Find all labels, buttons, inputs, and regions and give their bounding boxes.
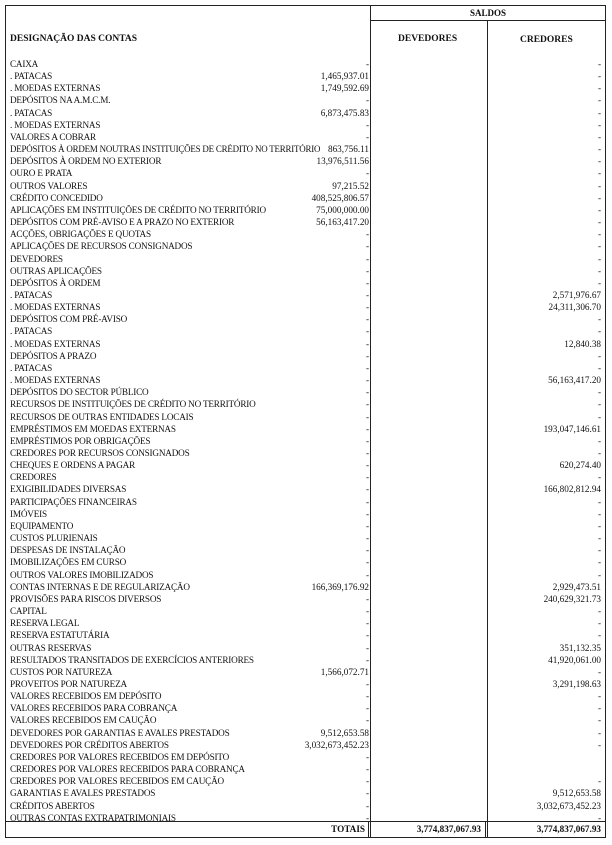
credores-value: - [597, 715, 601, 726]
table-row [6, 167, 605, 179]
table-row [6, 350, 605, 362]
account-name: . PATACAS [10, 362, 53, 373]
account-name: CREDORES POR VALORES RECEBIDOS EM DEPÓSITO [10, 751, 230, 762]
account-name: CREDORES POR VALORES RECEBIDOS PARA COBRANÇA [10, 764, 245, 775]
devedores-value: - [365, 387, 369, 398]
devedores-value: - [365, 119, 369, 130]
table-row [6, 325, 605, 337]
account-name: EQUIPAMENTO [10, 520, 74, 531]
devedores-value: - [365, 168, 369, 179]
account-name: RECURSOS DE OUTRAS ENTIDADES LOCAIS [10, 411, 194, 422]
table-row [6, 556, 605, 568]
credores-value: - [597, 119, 601, 130]
credores-value: - [597, 411, 601, 422]
account-name: RESULTADOS TRANSITADOS DE EXERCÍCIOS ANTERIORES [10, 654, 254, 665]
credores-value: - [597, 727, 601, 738]
devedores-value: - [365, 654, 369, 665]
devedores-value: - [365, 59, 369, 69]
account-name: VALORES A COBRAR [10, 131, 96, 142]
account-name: OUTRAS CONTAS EXTRAPATRIMONIAIS [10, 812, 176, 823]
account-name: CHEQUES E ORDENS A PAGAR [10, 460, 136, 471]
table-row [6, 532, 605, 544]
account-name: DEPÓSITOS À ORDEM [10, 277, 101, 288]
devedores-value: - [365, 703, 369, 714]
account-name: . MOEDAS EXTERNAS [10, 83, 101, 94]
table-row [6, 714, 605, 726]
devedores-value: 1,749,592.69 [320, 83, 369, 94]
account-name: CREDORES [10, 472, 57, 483]
credores-value: 9,512,653.58 [552, 788, 601, 799]
table-body [6, 58, 605, 824]
devedores-value: - [365, 545, 369, 556]
devedores-value: - [365, 715, 369, 726]
devedores-value: 13,976,511.56 [316, 156, 369, 167]
credores-value: 2,929,473.51 [552, 581, 601, 592]
account-name: EMPRÉSTIMOS POR OBRIGAÇÕES [10, 435, 151, 446]
account-name: CREDORES POR VALORES RECEBIDOS EM CAUÇÃO [10, 776, 224, 787]
devedores-value: 9,512,653.58 [320, 727, 369, 738]
devedores-value: - [365, 569, 369, 580]
table-row [6, 228, 605, 240]
table-row [6, 131, 605, 143]
table-row [6, 496, 605, 508]
credores-value: - [597, 812, 601, 823]
credores-value: 620,274.40 [559, 460, 601, 471]
table-row [6, 82, 605, 94]
devedores-value: 75,000,000.00 [316, 204, 369, 215]
table-row [6, 642, 605, 654]
table-row [6, 617, 605, 629]
table-row [6, 155, 605, 167]
devedores-value: - [365, 618, 369, 629]
devedores-value: - [365, 678, 369, 689]
table-row [6, 423, 605, 435]
table-row [6, 265, 605, 277]
account-name: OUTRAS APLICAÇÕES [10, 265, 102, 276]
credores-value: - [597, 399, 601, 410]
account-name: DEPÓSITOS À ORDEM NO EXTERIOR [10, 156, 162, 167]
table-row [6, 289, 605, 301]
designacao-header: DESIGNAÇÃO DAS CONTAS [10, 34, 138, 44]
account-name: VALORES RECEBIDOS PARA COBRANÇA [10, 703, 178, 714]
devedores-value: - [365, 399, 369, 410]
credores-value: - [597, 508, 601, 519]
table-row [6, 483, 605, 495]
credores-value: - [597, 265, 601, 276]
table-row [6, 666, 605, 678]
credores-value: - [597, 435, 601, 446]
credores-value: 193,047,146.61 [543, 423, 601, 434]
credores-value: - [597, 666, 601, 677]
devedores-value: - [365, 460, 369, 471]
account-name: VALORES RECEBIDOS EM DEPÓSITO [10, 691, 162, 702]
account-name: CRÉDITOS ABERTOS [10, 800, 95, 811]
table-row [6, 739, 605, 751]
devedores-value: 97,215.52 [332, 180, 369, 191]
devedores-value: - [365, 496, 369, 507]
account-name: CAIXA [10, 59, 39, 69]
devedores-value: - [365, 423, 369, 434]
account-name: DEPÓSITOS COM PRÉ-AVISO E A PRAZO NO EXTERIOR [10, 217, 235, 228]
table-row [6, 751, 605, 763]
account-name: OUTRAS RESERVAS [10, 642, 92, 653]
table-row [6, 386, 605, 398]
credores-value: - [597, 739, 601, 750]
table-row [6, 702, 605, 714]
devedores-value: 6,873,475.83 [320, 107, 369, 118]
account-name: . PATACAS [10, 107, 53, 118]
credores-value: - [597, 192, 601, 203]
devedores-value: 1,465,937.01 [320, 71, 369, 82]
account-name: OUTROS VALORES [10, 180, 88, 191]
table-row [6, 629, 605, 641]
account-name: PROVEITOS POR NATUREZA [10, 678, 127, 689]
table-row [6, 775, 605, 787]
account-name: . PATACAS [10, 326, 53, 337]
totals-label: TOTAIS [331, 824, 365, 834]
account-name: APLICAÇÕES EM INSTITUIÇÕES DE CRÉDITO NO TERRITÓRIO [10, 204, 266, 215]
table-row [6, 119, 605, 131]
credores-value: - [597, 168, 601, 179]
credores-value: - [597, 131, 601, 142]
account-name: RESERVA LEGAL [10, 618, 80, 629]
table-row [6, 690, 605, 702]
devedores-value: - [365, 642, 369, 653]
devedores-value: - [365, 411, 369, 422]
table-row [6, 313, 605, 325]
table-row [6, 520, 605, 532]
credores-value: - [597, 83, 601, 94]
credores-header: CREDORES [520, 35, 573, 45]
table-row [6, 787, 605, 799]
account-name: DEPÓSITOS DO SECTOR PÚBLICO [10, 387, 149, 398]
credores-value: - [597, 229, 601, 240]
table-row [6, 411, 605, 423]
table-row [6, 678, 605, 690]
devedores-value: - [365, 302, 369, 313]
account-name: CUSTOS POR NATUREZA [10, 666, 113, 677]
table-row [6, 763, 605, 775]
credores-value: - [597, 630, 601, 641]
account-name: CAPITAL [10, 606, 47, 617]
table-row [6, 204, 605, 216]
credores-value: 2,571,976.67 [552, 289, 601, 300]
table-row [6, 654, 605, 666]
account-name: RESERVA ESTATUTÁRIA [10, 630, 110, 641]
credores-value: - [597, 606, 601, 617]
devedores-value: - [365, 508, 369, 519]
credores-value: - [597, 253, 601, 264]
table-row [6, 398, 605, 410]
account-name: EMPRÉSTIMOS EM MOEDAS EXTERNAS [10, 423, 176, 434]
credores-value: - [597, 326, 601, 337]
credores-value: - [597, 533, 601, 544]
devedores-value: - [365, 362, 369, 373]
table-row [6, 374, 605, 386]
account-name: . MOEDAS EXTERNAS [10, 302, 101, 313]
account-name: CRÉDITO CONCEDIDO [10, 192, 103, 203]
table-row [6, 362, 605, 374]
table-row [6, 338, 605, 350]
credores-value: - [597, 241, 601, 252]
table-row [6, 143, 605, 155]
column-divider [368, 822, 369, 837]
devedores-value: - [365, 557, 369, 568]
table-row [6, 569, 605, 581]
devedores-value: 863,756.11 [327, 144, 369, 155]
devedores-value: - [365, 630, 369, 641]
credores-value: - [597, 107, 601, 118]
credores-value: 3,291,198.63 [552, 678, 601, 689]
devedores-value: - [365, 277, 369, 288]
credores-value: - [597, 204, 601, 215]
credores-value: - [597, 448, 601, 458]
devedores-value: 3,032,673,452.23 [304, 739, 369, 750]
account-name: . MOEDAS EXTERNAS [10, 375, 101, 386]
devedores-value: - [365, 314, 369, 325]
credores-value: - [597, 618, 601, 629]
devedores-value: - [365, 131, 369, 142]
account-name: . PATACAS [10, 71, 53, 82]
devedores-value: - [365, 788, 369, 799]
credores-value: - [597, 144, 601, 155]
credores-value: 351,132.35 [559, 642, 601, 653]
devedores-value: - [365, 606, 369, 617]
credores-value: - [597, 520, 601, 531]
credores-value: 41,920,061.00 [548, 654, 601, 665]
table-row [6, 544, 605, 556]
account-name: RECURSOS DE INSTITUIÇÕES DE CRÉDITO NO TERRITÓRIO [10, 399, 256, 410]
devedores-value: - [365, 484, 369, 495]
credores-value: - [597, 703, 601, 714]
table-row [6, 180, 605, 192]
account-name: DEVEDORES [10, 253, 63, 264]
credores-value: - [597, 217, 601, 228]
account-name: OUTROS VALORES IMOBILIZADOS [10, 569, 154, 580]
account-name: GARANTIAS E AVALES PRESTADOS [10, 788, 156, 799]
account-name: OURO E PRATA [10, 168, 73, 179]
devedores-value: - [365, 435, 369, 446]
balance-table [5, 5, 606, 838]
devedores-value: - [365, 338, 369, 349]
devedores-value: - [365, 764, 369, 775]
credores-value: - [597, 387, 601, 398]
account-name: DEPÓSITOS À ORDEM NOUTRAS INSTITUIÇÕES DE CRÉDITO NO TERRITÓRIO [10, 144, 321, 155]
devedores-value: - [365, 533, 369, 544]
devedores-value: - [365, 776, 369, 787]
table-row [6, 94, 605, 106]
devedores-value: 56,163,417.20 [316, 217, 369, 228]
devedores-value: - [365, 326, 369, 337]
account-name: CUSTOS PLURIENAIS [10, 533, 98, 544]
table-row [6, 240, 605, 252]
credores-value: 24,311,306.70 [548, 302, 601, 313]
account-name: PROVISÕES PARA RISCOS DIVERSOS [10, 593, 162, 604]
devedores-value: - [365, 448, 369, 458]
credores-value: - [597, 350, 601, 361]
saldos-divider [370, 20, 605, 21]
table-row [6, 593, 605, 605]
credores-value: - [597, 569, 601, 580]
devedores-value: - [365, 472, 369, 483]
credores-value: - [597, 95, 601, 106]
account-name: . MOEDAS EXTERNAS [10, 119, 101, 130]
devedores-value: 1,566,072.71 [320, 666, 369, 677]
devedores-value: - [365, 241, 369, 252]
table-row [6, 435, 605, 447]
table-row [6, 508, 605, 520]
credores-value: - [597, 156, 601, 167]
credores-value: - [597, 545, 601, 556]
credores-value: - [597, 180, 601, 191]
table-row [6, 107, 605, 119]
table-row [6, 581, 605, 593]
credores-value: 3,032,673,452.23 [536, 800, 601, 811]
devedores-value: - [365, 800, 369, 811]
credores-value: 12,840.38 [564, 338, 601, 349]
saldos-header: SALDOS [469, 8, 506, 18]
credores-value: 166,802,812.94 [543, 484, 601, 495]
credores-value: 56,163,417.20 [548, 375, 601, 386]
account-name: EXIGIBILIDADES DIVERSAS [10, 484, 127, 495]
table-row [6, 605, 605, 617]
devedores-value: - [365, 95, 369, 106]
table-row [6, 459, 605, 471]
account-name: DEPÓSITOS NA A.M.C.M. [10, 95, 111, 106]
devedores-value: - [365, 520, 369, 531]
devedores-value: - [365, 265, 369, 276]
table-row [6, 277, 605, 289]
totals-row [6, 821, 605, 837]
account-name: CONTAS INTERNAS E DE REGULARIZAÇÃO [10, 581, 190, 592]
credores-value: - [597, 362, 601, 373]
account-name: IMÓVEIS [10, 508, 47, 519]
devedores-value: 166,369,176.92 [311, 581, 369, 592]
account-name: . PATACAS [10, 289, 53, 300]
table-row [6, 301, 605, 313]
credores-value: - [597, 314, 601, 325]
devedores-value: - [365, 593, 369, 604]
account-name: DEPÓSITOS A PRAZO [10, 350, 97, 361]
table-row [6, 58, 605, 70]
table-row [6, 253, 605, 265]
credores-value: 240,629,321.73 [543, 593, 601, 604]
table-row [6, 727, 605, 739]
account-name: DESPESAS DE INSTALAÇÃO [10, 545, 126, 556]
table-row [6, 192, 605, 204]
credores-value: - [597, 71, 601, 82]
table-row [6, 471, 605, 483]
credores-value: - [597, 557, 601, 568]
devedores-value: 408,525,806.57 [311, 192, 369, 203]
account-name: . MOEDAS EXTERNAS [10, 338, 101, 349]
devedores-value: - [365, 375, 369, 386]
credores-value: - [597, 59, 601, 69]
account-name: CREDORES POR RECURSOS CONSIGNADOS [10, 448, 190, 458]
table-row [6, 70, 605, 82]
credores-value: - [597, 776, 601, 787]
account-name: IMOBILIZAÇÕES EM CURSO [10, 557, 127, 568]
account-name: ACÇÕES, OBRIGAÇÕES E QUOTAS [10, 229, 151, 240]
table-row [6, 216, 605, 228]
credores-value: - [597, 496, 601, 507]
devedores-value: - [365, 253, 369, 264]
devedores-value: - [365, 751, 369, 762]
credores-value: - [597, 691, 601, 702]
devedores-value: - [365, 812, 369, 823]
column-divider [485, 822, 486, 837]
credores-value: - [597, 277, 601, 288]
account-name: VALORES RECEBIDOS EM CAUÇÃO [10, 715, 157, 726]
devedores-value: - [365, 289, 369, 300]
totals-credores: 3,774,837,067.93 [536, 824, 601, 834]
table-row [6, 447, 605, 459]
account-name: DEVEDORES POR GARANTIAS E AVALES PRESTADOS [10, 727, 230, 738]
totals-devedores: 3,774,837,067.93 [416, 824, 481, 834]
account-name: DEPÓSITOS COM PRÉ-AVISO [10, 314, 128, 325]
credores-value: - [597, 472, 601, 483]
account-name: APLICAÇÕES DE RECURSOS CONSIGNADOS [10, 241, 193, 252]
devedores-header: DEVEDORES [398, 34, 458, 44]
table-row [6, 800, 605, 812]
devedores-value: - [365, 691, 369, 702]
account-name: PARTICIPAÇÕES FINANCEIRAS [10, 496, 137, 507]
account-name: DEVEDORES POR CRÉDITOS ABERTOS [10, 739, 169, 750]
devedores-value: - [365, 350, 369, 361]
devedores-value: - [365, 229, 369, 240]
